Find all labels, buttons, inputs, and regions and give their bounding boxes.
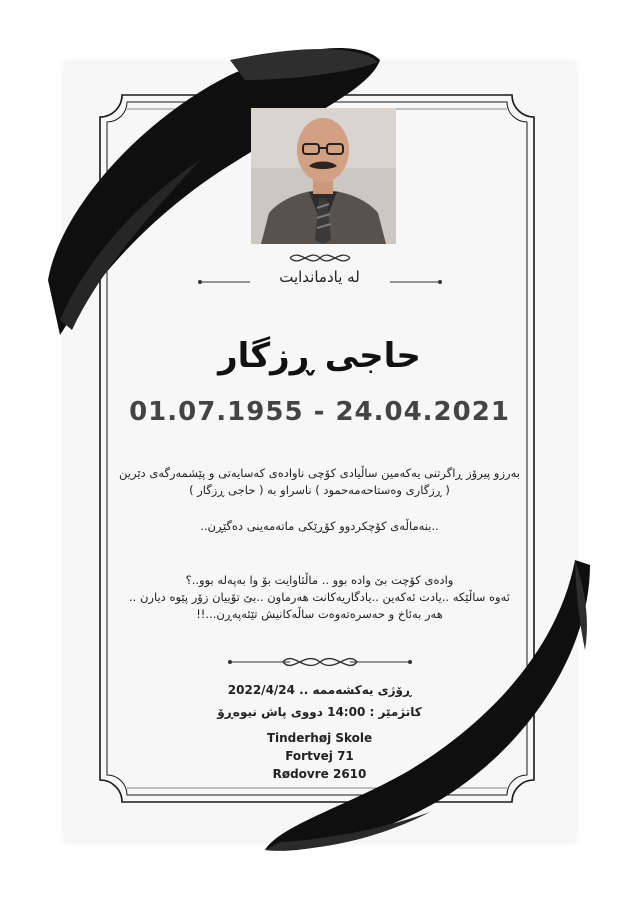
text-line: ئەوە ساڵێکە ..یادت ئەکەین ..یادگاریەکانت هەرماون ..بێ تۆییان زۆر پێوە دیارن .. <box>129 590 510 604</box>
life-dates: 01.07.1955 - 24.04.2021 <box>129 397 510 427</box>
portrait-photo <box>251 108 396 244</box>
ornament-divider-icon <box>228 659 412 666</box>
address-line: Fortvej 71 <box>285 749 354 763</box>
poem-paragraph <box>0 572 639 623</box>
text-line: وادەی کۆچت بێ وادە بوو .. ماڵئاوایت بۆ وا بەپەلە بوو..؟ <box>185 573 454 587</box>
text-line: بەرزو پیرۆز ڕاگرتنی یەکەمین ساڵیادی کۆچی ناوادەی کەسایەتی و پێشمەرگەی دێرین <box>119 466 520 480</box>
address-line: Tinderhøj Skole <box>266 731 373 745</box>
tribute-paragraph <box>0 465 639 499</box>
family-announcement: ..بنەماڵەی کۆچکردوو کۆڕێکی ماتەمەینی دەگێڕن.. <box>200 519 439 533</box>
event-date: ڕۆژی یەکشەممە .. 2022/4/24 <box>227 683 412 697</box>
address-line: Rødovre 2610 <box>272 767 367 781</box>
text-line: هەر بەئاخ و حەسرەتەوەت ساڵەکانیش تێئەپەڕن...!! <box>196 607 443 621</box>
in-memory-label: له یادماندایت <box>279 268 360 286</box>
event-time: کاتژمێر : 14:00 دووی پاش نیوەڕۆ <box>217 705 422 719</box>
text-line: ( ڕزگاری وەستاحەمەحمود ) ناسراو بە ( حاجی ڕزگار ) <box>189 483 450 497</box>
deceased-name: حاجی ڕزگار <box>218 336 421 376</box>
